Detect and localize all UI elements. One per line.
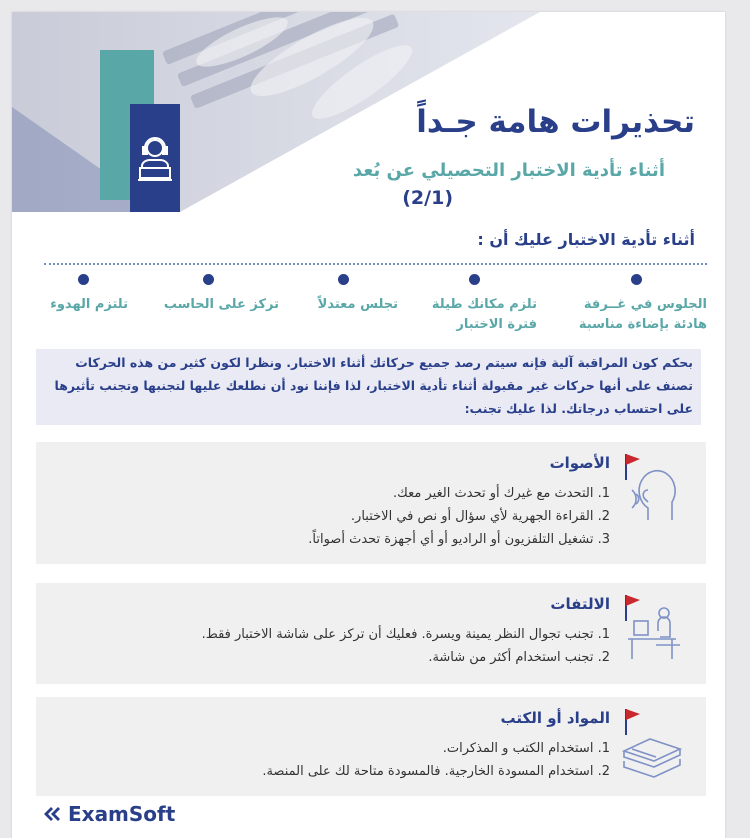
step-quiet-room: الجلوس في غــرفة هادئة بإضاءة مناسبة	[578, 297, 707, 332]
examsoft-logo-icon	[42, 805, 64, 823]
timeline-dot	[78, 274, 89, 285]
page-title: تحذيرات هامة جـداً	[416, 104, 695, 140]
proctor-headset-icon	[136, 134, 174, 186]
section-sounds	[36, 442, 706, 564]
section-title: الأصوات	[549, 454, 610, 472]
section-materials-books	[36, 697, 706, 796]
timeline-dot	[338, 274, 349, 285]
list-item: 1. تجنب تجوال النظر يمينة ويسرة. فعليك أن تركز على شاشة الاختبار فقط.	[201, 627, 610, 642]
step-sit-upright: تجلس معتدلاً	[317, 297, 398, 312]
list-item: 2. استخدام المسودة الخارجية. فالمسودة متاحة لك على المنصة.	[262, 764, 610, 779]
list-item: 1. التحدث مع غيرك أو تحدث الغير معك.	[392, 486, 610, 501]
person-at-desk-icon	[618, 591, 690, 669]
step-stay-seated: تلزم مكانك طيلة فترة الاختبار	[431, 297, 537, 332]
timeline-dot	[469, 274, 480, 285]
examsoft-logo	[42, 802, 175, 826]
part-number: (2/1)	[402, 187, 453, 209]
section-title: المواد أو الكتب	[500, 709, 610, 727]
warning-page	[12, 12, 725, 838]
timeline-dot	[631, 274, 642, 285]
timeline-dot	[203, 274, 214, 285]
logo-text: ExamSoft	[68, 802, 176, 826]
list-item: 2. القراءة الجهرية لأي سؤال أو نص في الاختبار.	[350, 509, 610, 524]
during-exam-heading: أثناء تأدية الاختبار عليك أن :	[477, 230, 695, 249]
step-focus-computer: تركز على الحاسب	[163, 297, 279, 312]
timeline-line	[44, 263, 707, 265]
books-icon	[618, 705, 690, 783]
list-item: 1. استخدام الكتب و المذكرات.	[442, 741, 610, 756]
step-keep-quiet: تلتزم الهدوء	[50, 297, 128, 312]
section-looking-around	[36, 583, 706, 684]
section-title: الالتفات	[550, 595, 610, 613]
page-subtitle: أثناء تأدية الاختبار التحصيلي عن بُعد	[352, 160, 665, 181]
head-sound-icon	[618, 450, 690, 526]
intro-paragraph: بحكم كون المراقبة آلية فإنه سيتم رصد جميع حركاتك أثناء الاختبار. ونظرا لكون كثير من هذه الحركات تصنف على أنها حركات غير مقبولة أثناء تأدية الاختبار، لذا فإننا نود أن نطلعك عليها لتجنبها وتجنب تأثيرها على احتساب درجاتك. لذا عليك تجنب:	[36, 349, 701, 425]
list-item: 2. تجنب استخدام أكثر من شاشة.	[428, 650, 610, 665]
list-item: 3. تشغيل التلفزيون أو الراديو أو أي أجهزة تحدث أصواتاً.	[308, 532, 610, 547]
